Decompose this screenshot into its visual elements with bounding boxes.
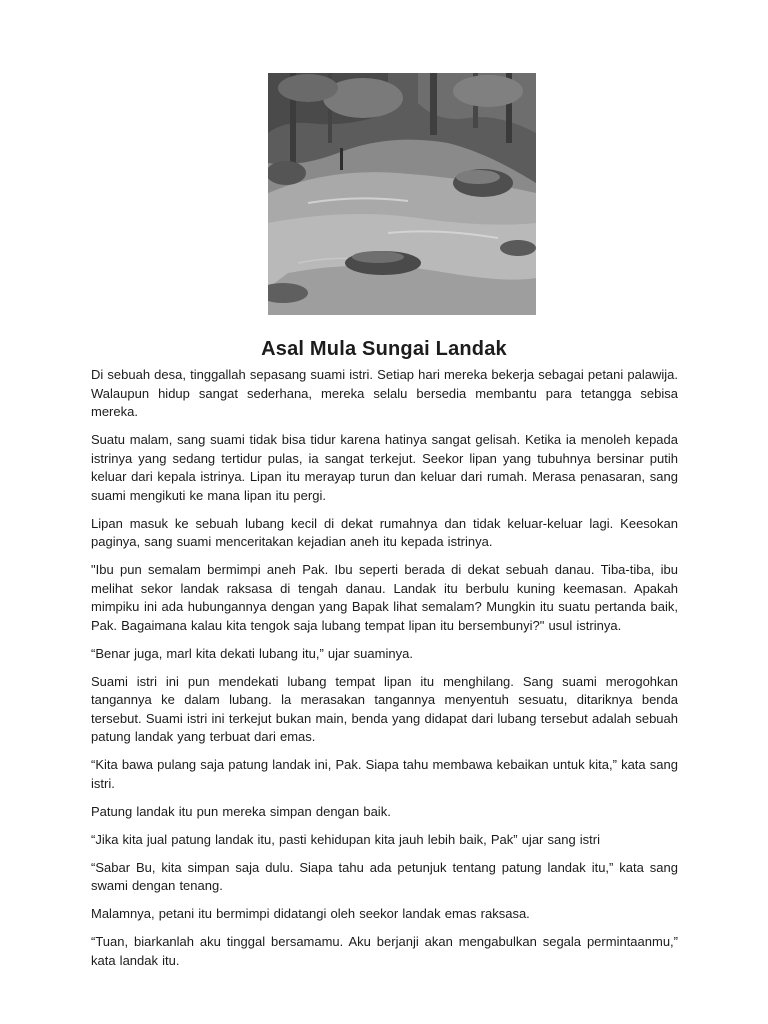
paragraph: “Tuan, biarkanlah aku tinggal bersamamu. Aku berjanji akan mengabulkan segala permintaanmu,” kata landak itu. [91, 934, 678, 968]
paragraph: “Sabar Bu, kita simpan saja dulu. Siapa tahu ada petunjuk tentang patung landak itu,” kata sang swami dengan tenang. [91, 859, 678, 893]
river-landscape-image [268, 73, 536, 315]
story-illustration [268, 73, 536, 315]
paragraph: Suami istri ini pun mendekati lubang tempat lipan itu menghilang. Sang suami merogohkan tangannya ke dalam lubang. la merasakan tangannya menyentuh sesuatu, ditariknya benda tersebut. Suami istri ini terkejut bukan main, benda yang didapat dari lubang tersebut adalah sebuah patung landak yang terbuat dari emas. [91, 673, 678, 744]
paragraph: “Benar juga, marl kita dekati lubang itu,” ujar suaminya. [91, 645, 413, 661]
paragraph: "Ibu pun semalam bermimpi aneh Pak. Ibu seperti berada di dekat sebuah danau. Tiba-tiba, ibu melihat sekor landak raksasa di tengah danau. Landak itu berbulu kuning keemasan. Apakah mimpiku ini ada hubungannya dengan yang Bapak lihat semalam? Mungkin itu suatu pertanda baik, Pak. Bagaimana kalau kita tengok saja lubang tempat lipan itu bersembunyi?" usul istrinya. [91, 562, 678, 633]
paragraph: “Jika kita jual patung landak itu, pasti kehidupan kita jauh lebih baik, Pak” ujar sang istri [91, 831, 601, 847]
paragraph: Lipan masuk ke sebuah lubang kecil di dekat rumahnya dan tidak keluar-keluar lagi. Keesokan paginya, sang suami menceritakan kejadian aneh itu kepada istrinya. [91, 515, 678, 549]
story-body [91, 366, 678, 980]
paragraph: Di sebuah desa, tinggallah sepasang suami istri. Setiap hari mereka bekerja sebagai petani palawija. Walaupun hidup sangat sederhana, mereka selalu bersedia membantu para tetangga sebisa mereka. [91, 367, 678, 419]
paragraph: Patung landak itu pun mereka simpan dengan baik. [91, 803, 391, 819]
paragraph: “Kita bawa pulang saja patung landak ini, Pak. Siapa tahu membawa kebaikan untuk kita,” kata sang istri. [91, 757, 678, 791]
story-title: Asal Mula Sungai Landak [261, 338, 507, 360]
paragraph: Malamnya, petani itu bermimpi didatangi oleh seekor landak emas raksasa. [91, 906, 530, 921]
paragraph: Suatu malam, sang suami tidak bisa tidur karena hatinya sangat gelisah. Ketika ia menoleh kepada istrinya yang sedang tertidur pulas, ia sangat terkejut. Seekor lipan yang tubuhnya bersinar putih keluar dari kepala istrinya. Lipan itu merayap turun dan keluar dari rumah. Merasa penasaran, sang suami mengikuti ke mana lipan itu pergi. [91, 432, 678, 503]
